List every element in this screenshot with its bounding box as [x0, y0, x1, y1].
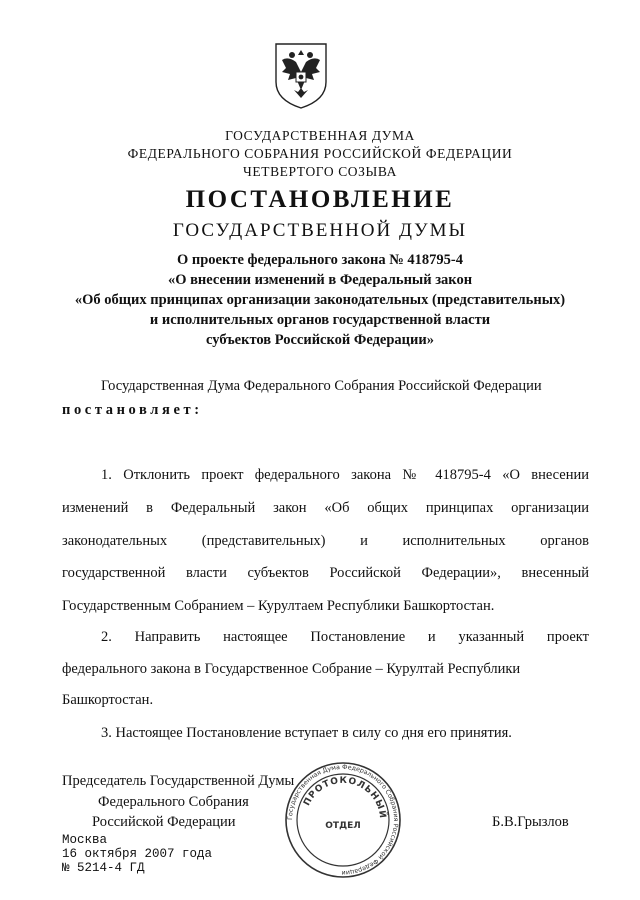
- subject-line-3: «Об общих принципах организации законодательных (представительных): [74, 292, 566, 308]
- stamp-ring-text: Государственная Дума Федерального Собрания Российской Федерации: [286, 763, 400, 877]
- org-line-1: ГОСУДАРСТВЕННАЯ ДУМА: [225, 128, 415, 143]
- signatory-name: Б.В.Грызлов: [492, 814, 569, 830]
- item-1-line-1: 1. Отклонить проект федерального закона № 418795-4 «О внесении: [101, 467, 589, 483]
- item-1-line-2: изменений в Федеральный закон «Об общих принципах организации: [62, 500, 589, 516]
- item-2-line-1: 2. Направить настоящее Постановление и указанный проект: [101, 629, 589, 645]
- coat-of-arms-emblem: [268, 38, 334, 112]
- item-1-line-3: законодательных (представительных) и исполнительных органов: [62, 533, 589, 549]
- item-3-text: 3. Настоящее Постановление вступает в силу со дня его принятия.: [101, 725, 512, 741]
- official-stamp: [282, 760, 404, 880]
- signatory-position-line-1: Председатель Государственной Думы: [62, 773, 295, 789]
- item-1-line-5: Государственным Собранием – Курултаем Республики Башкортостан.: [62, 598, 495, 614]
- stamp-inner-text: ПРОТОКОЛЬНЫЙ: [302, 775, 388, 820]
- item-2-line-3: Башкортостан.: [62, 692, 154, 708]
- signatory-position-line-2: Федерального Собрания: [98, 794, 249, 810]
- footer-city: Москва: [62, 833, 108, 847]
- org-line-3: ЧЕТВЕРТОГО СОЗЫВА: [243, 164, 397, 179]
- footer-date: 16 октября 2007 года: [62, 847, 213, 861]
- intro-text: Государственная Дума Федерального Собрания Российской Федерации: [101, 378, 542, 394]
- org-line-2: ФЕДЕРАЛЬНОГО СОБРАНИЯ РОССИЙСКОЙ ФЕДЕРАЦИИ: [127, 146, 513, 161]
- document-title: ПОСТАНОВЛЕНИЕ: [185, 186, 455, 213]
- subject-line-1: О проекте федерального закона № 418795-4: [176, 252, 464, 268]
- footer-number: № 5214-4 ГД: [62, 861, 145, 875]
- item-1-line-4: государственной власти субъектов Российской Федерации», внесенный: [62, 565, 589, 581]
- subject-line-4: и исполнительных органов государственной власти: [149, 312, 491, 328]
- item-2-line-2: федерального закона в Государственное Собрание – Курултай Республики: [62, 661, 521, 677]
- resolves-text: постановляет:: [62, 402, 203, 418]
- document-subtitle: ГОСУДАРСТВЕННОЙ ДУМЫ: [172, 220, 468, 241]
- stamp-center-text: ОТДЕЛ: [325, 821, 361, 831]
- subject-line-2: «О внесении изменений в Федеральный закон: [167, 272, 473, 288]
- subject-line-5: субъектов Российской Федерации»: [206, 332, 434, 348]
- signatory-position-line-3: Российской Федерации: [92, 814, 236, 830]
